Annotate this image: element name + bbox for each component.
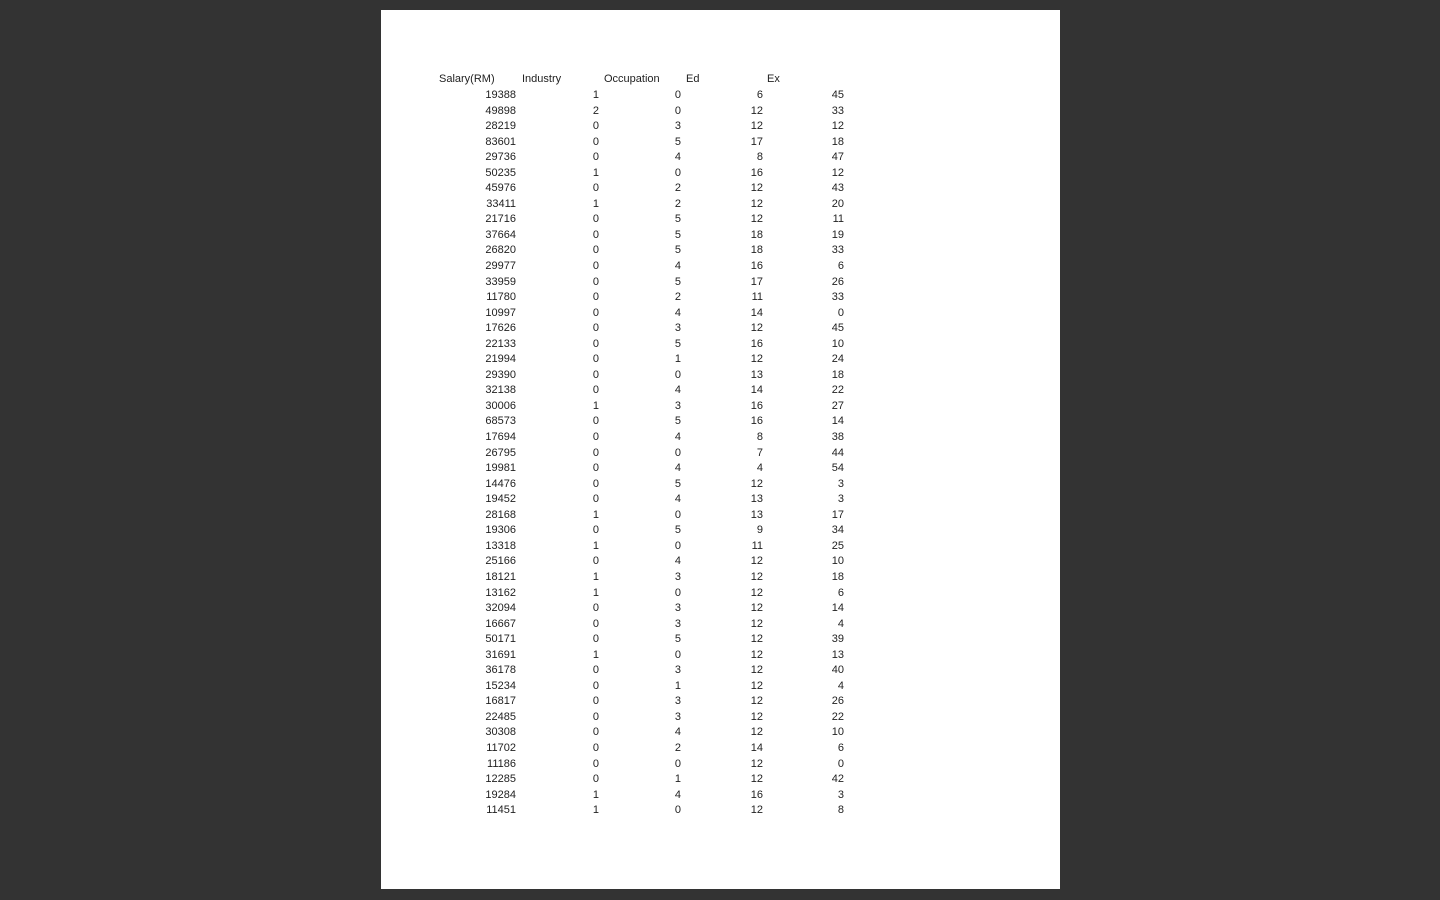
table-row <box>381 648 1060 664</box>
table-cell: 12 <box>750 648 763 661</box>
table-row <box>381 88 1060 104</box>
table-cell: 37664 <box>485 228 516 241</box>
table-cell: 18 <box>831 135 844 148</box>
table-cell: 2 <box>674 197 681 210</box>
table-cell: 11 <box>751 291 763 304</box>
table-cell: 11780 <box>486 291 516 304</box>
table-cell: 22 <box>831 384 844 397</box>
table-cell: 29736 <box>485 151 516 164</box>
table-cell: 40 <box>831 664 844 677</box>
table-cell: 18 <box>831 368 844 381</box>
table-cell: 27 <box>831 399 844 412</box>
table-row <box>381 104 1060 120</box>
table-cell: 28219 <box>485 120 516 133</box>
table-cell: 44 <box>831 446 844 459</box>
table-cell: 15234 <box>485 679 516 692</box>
table-cell: 13 <box>831 648 844 661</box>
table-cell: 50235 <box>485 166 516 179</box>
table-cell: 0 <box>592 275 599 288</box>
table-cell: 14 <box>750 306 763 319</box>
table-cell: 5 <box>674 415 681 428</box>
table-cell: 17694 <box>485 431 516 444</box>
table-cell: 14 <box>831 602 844 615</box>
table-cell: 18 <box>750 228 763 241</box>
table-row <box>381 166 1060 182</box>
table-cell: 1 <box>592 648 599 661</box>
table-row <box>381 788 1060 804</box>
table-cell: 3 <box>674 322 681 335</box>
table-cell: 0 <box>674 166 681 179</box>
table-cell: 0 <box>592 322 599 335</box>
table-cell: 4 <box>837 679 844 692</box>
table-cell: 29977 <box>485 260 516 273</box>
table-row <box>381 197 1060 213</box>
table-cell: 0 <box>837 757 844 770</box>
table-cell: 6 <box>837 586 844 599</box>
table-cell: 0 <box>674 508 681 521</box>
table-cell: 0 <box>592 633 599 646</box>
table-cell: 1 <box>674 679 681 692</box>
table-cell: 0 <box>592 446 599 459</box>
table-cell: 10997 <box>485 306 516 319</box>
table-cell: 0 <box>592 695 599 708</box>
table-cell: 0 <box>674 89 681 101</box>
table-row <box>381 399 1060 415</box>
table-cell: 8 <box>756 431 763 444</box>
table-cell: 12 <box>750 726 763 739</box>
table-row <box>381 632 1060 648</box>
table-cell: 43 <box>831 182 844 195</box>
table-row <box>381 259 1060 275</box>
table-cell: 25 <box>831 539 844 552</box>
table-cell: 54 <box>831 462 844 475</box>
table-cell: 11702 <box>486 741 516 754</box>
table-cell: 0 <box>592 384 599 397</box>
table-cell: 5 <box>674 275 681 288</box>
table-cell: 25166 <box>485 555 516 568</box>
table-cell: 11186 <box>487 757 516 770</box>
table-row <box>381 523 1060 539</box>
table-row <box>381 383 1060 399</box>
table-cell: 5 <box>674 135 681 148</box>
table-row <box>381 617 1060 633</box>
table-cell: 0 <box>592 679 599 692</box>
table-cell: 0 <box>592 244 599 257</box>
table-cell: 0 <box>674 804 681 817</box>
table-cell: 2 <box>592 104 599 117</box>
table-cell: 17 <box>831 508 844 521</box>
table-cell: 26820 <box>485 244 516 257</box>
table-cell: 16 <box>750 788 763 801</box>
table-cell: 0 <box>592 291 599 304</box>
table-cell: 0 <box>592 617 599 630</box>
table-cell: 36178 <box>485 664 516 677</box>
table-cell: 32138 <box>485 384 516 397</box>
table-row <box>381 757 1060 773</box>
table-cell: 0 <box>592 741 599 754</box>
table-cell: 0 <box>592 135 599 148</box>
table-cell: 1 <box>674 353 681 366</box>
table-cell: 0 <box>592 120 599 133</box>
table-cell: 17 <box>750 135 763 148</box>
table-row <box>381 663 1060 679</box>
table-row <box>381 710 1060 726</box>
table-cell: 12 <box>750 804 763 817</box>
table-cell: 0 <box>592 726 599 739</box>
table-cell: 16 <box>750 415 763 428</box>
table-cell: 16 <box>750 166 763 179</box>
table-cell: 0 <box>592 710 599 723</box>
table-cell: 1 <box>592 539 599 552</box>
table-cell: 4 <box>674 384 681 397</box>
table-cell: 16667 <box>485 617 516 630</box>
table-row <box>381 337 1060 353</box>
table-cell: 11 <box>751 539 763 552</box>
table-cell: 1 <box>592 586 599 599</box>
table-cell: 4 <box>674 431 681 444</box>
table-cell: 5 <box>674 213 681 226</box>
table-cell: 13 <box>750 508 763 521</box>
table-cell: 0 <box>592 431 599 444</box>
table-row <box>381 694 1060 710</box>
table-cell: 4 <box>674 788 681 801</box>
table-cell: 30308 <box>485 726 516 739</box>
table-cell: 0 <box>674 648 681 661</box>
table-cell: 3 <box>674 399 681 412</box>
table-cell: 5 <box>674 477 681 490</box>
table-cell: 12 <box>750 710 763 723</box>
table-row <box>381 539 1060 555</box>
table-cell: 12 <box>831 120 844 133</box>
table-cell: 29390 <box>485 368 516 381</box>
table-cell: 45 <box>831 322 844 335</box>
document-page <box>381 10 1060 889</box>
table-cell: 5 <box>674 633 681 646</box>
table-cell: 12 <box>750 555 763 568</box>
table-row <box>381 679 1060 695</box>
table-row <box>381 508 1060 524</box>
table-row <box>381 446 1060 462</box>
table-cell: 14 <box>750 741 763 754</box>
table-cell: 12 <box>750 679 763 692</box>
table-cell: 0 <box>674 586 681 599</box>
table-cell: 12 <box>750 182 763 195</box>
table-cell: 1 <box>674 773 681 786</box>
table-cell: 22133 <box>485 337 516 350</box>
table-row <box>381 352 1060 368</box>
table-cell: 3 <box>837 788 844 801</box>
table-cell: 12 <box>750 477 763 490</box>
table-cell: 4 <box>674 151 681 164</box>
table-cell: 12 <box>750 322 763 335</box>
table-row <box>381 725 1060 741</box>
table-cell: 24 <box>831 353 844 366</box>
table-row <box>381 570 1060 586</box>
table-cell: 22485 <box>485 710 516 723</box>
table-cell: 17626 <box>485 322 516 335</box>
table-cell: 12 <box>750 773 763 786</box>
table-cell: 6 <box>756 89 763 101</box>
table-cell: 7 <box>756 446 763 459</box>
table-cell: 34 <box>831 524 844 537</box>
table-cell: 6 <box>837 260 844 273</box>
table-cell: 0 <box>592 182 599 195</box>
table-cell: 21994 <box>485 353 516 366</box>
table-cell: 0 <box>592 773 599 786</box>
table-cell: 33959 <box>485 275 516 288</box>
table-cell: 1 <box>592 89 599 101</box>
table-cell: 3 <box>674 710 681 723</box>
table-cell: 39 <box>831 633 844 646</box>
table-cell: 38 <box>831 431 844 444</box>
table-row <box>381 321 1060 337</box>
table-row <box>381 228 1060 244</box>
table-cell: 0 <box>592 228 599 241</box>
table-cell: 26 <box>831 695 844 708</box>
table-cell: 19306 <box>485 524 516 537</box>
table-cell: 33 <box>831 291 844 304</box>
table-cell: 6 <box>837 741 844 754</box>
table-cell: 8 <box>756 151 763 164</box>
table-cell: 0 <box>674 104 681 117</box>
table-cell: 83601 <box>485 135 516 148</box>
table-row <box>381 601 1060 617</box>
table-cell: 1 <box>592 570 599 583</box>
table-cell: 0 <box>837 306 844 319</box>
table-row <box>381 243 1060 259</box>
table-row <box>381 430 1060 446</box>
table-cell: 0 <box>674 368 681 381</box>
table-cell: 4 <box>674 260 681 273</box>
table-cell: 3 <box>674 120 681 133</box>
table-cell: 12 <box>750 197 763 210</box>
table-cell: 4 <box>674 726 681 739</box>
table-cell: 16 <box>750 337 763 350</box>
table-row <box>381 414 1060 430</box>
table-row <box>381 212 1060 228</box>
table-cell: 8 <box>837 804 844 817</box>
table-cell: 19388 <box>485 89 516 101</box>
table-cell: 3 <box>674 664 681 677</box>
table-row <box>381 772 1060 788</box>
table-cell: 22 <box>831 710 844 723</box>
table-cell: 16 <box>750 260 763 273</box>
table-cell: 2 <box>674 291 681 304</box>
table-cell: 0 <box>592 602 599 615</box>
table-row <box>381 492 1060 508</box>
table-cell: 33 <box>831 104 844 117</box>
table-cell: 19981 <box>485 462 516 475</box>
table-cell: 12 <box>750 695 763 708</box>
table-cell: 12 <box>750 213 763 226</box>
table-cell: 47 <box>831 151 844 164</box>
table-cell: 14476 <box>485 477 516 490</box>
table-cell: 0 <box>592 213 599 226</box>
table-cell: 0 <box>592 524 599 537</box>
table-row <box>381 119 1060 135</box>
table-cell: 14 <box>831 415 844 428</box>
table-cell: 13 <box>750 493 763 506</box>
table-cell: 16817 <box>485 695 516 708</box>
table-cell: 0 <box>592 462 599 475</box>
table-cell: 9 <box>756 524 763 537</box>
table-cell: 10 <box>831 726 844 739</box>
table-row <box>381 306 1060 322</box>
table-row <box>381 461 1060 477</box>
table-cell: 3 <box>674 602 681 615</box>
table-cell: 3 <box>674 570 681 583</box>
table-cell: 12 <box>750 586 763 599</box>
table-cell: 13 <box>750 368 763 381</box>
table-cell: 13318 <box>485 539 516 552</box>
table-cell: 0 <box>592 493 599 506</box>
table-cell: 17 <box>750 275 763 288</box>
table-row <box>381 150 1060 166</box>
table-cell: 33411 <box>486 197 516 210</box>
table-cell: 0 <box>592 368 599 381</box>
table-cell: 2 <box>674 741 681 754</box>
table-cell: 45976 <box>485 182 516 195</box>
table-cell: 3 <box>674 695 681 708</box>
table-cell: 0 <box>592 353 599 366</box>
table-cell: 31691 <box>485 648 516 661</box>
table-row <box>381 554 1060 570</box>
header-occupation: Occupation <box>604 73 660 85</box>
table-cell: 13162 <box>485 586 516 599</box>
table-cell: 32094 <box>485 602 516 615</box>
table-cell: 1 <box>592 804 599 817</box>
table-cell: 19 <box>831 228 844 241</box>
table-cell: 0 <box>592 151 599 164</box>
table-cell: 30006 <box>485 399 516 412</box>
table-cell: 0 <box>674 757 681 770</box>
table-row <box>381 477 1060 493</box>
table-cell: 1 <box>592 508 599 521</box>
header-industry: Industry <box>522 73 562 85</box>
table-cell: 0 <box>674 446 681 459</box>
table-row <box>381 368 1060 384</box>
table-cell: 4 <box>674 493 681 506</box>
table-cell: 1 <box>592 197 599 210</box>
header-ed: Ed <box>686 73 700 85</box>
table-row <box>381 741 1060 757</box>
table-cell: 2 <box>674 182 681 195</box>
table-cell: 12 <box>750 104 763 117</box>
table-cell: 12 <box>750 570 763 583</box>
table-cell: 12 <box>750 353 763 366</box>
table-cell: 4 <box>837 617 844 630</box>
table-cell: 5 <box>674 337 681 350</box>
header-salary: Salary(RM) <box>439 73 495 85</box>
table-cell: 26 <box>831 275 844 288</box>
table-cell: 0 <box>592 757 599 770</box>
table-cell: 10 <box>831 555 844 568</box>
table-cell: 4 <box>674 462 681 475</box>
table-cell: 11 <box>832 213 844 226</box>
table-cell: 12 <box>750 602 763 615</box>
table-row <box>381 586 1060 602</box>
table-cell: 5 <box>674 524 681 537</box>
table-cell: 50171 <box>485 633 516 646</box>
table-cell: 0 <box>592 260 599 273</box>
table-cell: 4 <box>674 555 681 568</box>
table-cell: 12 <box>750 757 763 770</box>
table-cell: 3 <box>837 477 844 490</box>
table-row <box>381 290 1060 306</box>
table-cell: 20 <box>831 197 844 210</box>
table-cell: 26795 <box>485 446 516 459</box>
table-cell: 3 <box>674 617 681 630</box>
table-cell: 12 <box>831 166 844 179</box>
table-row <box>381 181 1060 197</box>
table-cell: 1 <box>592 788 599 801</box>
table-cell: 5 <box>674 244 681 257</box>
table-row <box>381 135 1060 151</box>
table-cell: 18 <box>831 570 844 583</box>
table-cell: 11451 <box>486 804 516 817</box>
table-cell: 12 <box>750 120 763 133</box>
table-cell: 45 <box>831 89 844 101</box>
table-cell: 0 <box>592 555 599 568</box>
table-cell: 19452 <box>485 493 516 506</box>
table-cell: 12 <box>750 633 763 646</box>
table-cell: 12285 <box>485 773 516 786</box>
table-cell: 18121 <box>485 570 516 583</box>
table-cell: 3 <box>837 493 844 506</box>
table-cell: 4 <box>756 462 763 475</box>
table-cell: 18 <box>750 244 763 257</box>
table-cell: 1 <box>592 399 599 412</box>
table-cell: 0 <box>592 306 599 319</box>
data-table <box>381 88 1060 819</box>
table-cell: 4 <box>674 306 681 319</box>
header-ex: Ex <box>767 73 780 85</box>
table-cell: 12 <box>750 617 763 630</box>
table-cell: 33 <box>831 244 844 257</box>
table-cell: 21716 <box>485 213 516 226</box>
table-row <box>381 275 1060 291</box>
table-cell: 5 <box>674 228 681 241</box>
table-row <box>381 803 1060 819</box>
table-cell: 19284 <box>485 788 516 801</box>
table-cell: 49898 <box>485 104 516 117</box>
table-cell: 28168 <box>485 508 516 521</box>
table-cell: 16 <box>750 399 763 412</box>
table-cell: 10 <box>831 337 844 350</box>
table-cell: 42 <box>831 773 844 786</box>
table-cell: 0 <box>592 415 599 428</box>
table-cell: 68573 <box>485 415 516 428</box>
table-cell: 12 <box>750 664 763 677</box>
table-cell: 0 <box>674 539 681 552</box>
table-cell: 0 <box>592 337 599 350</box>
table-cell: 1 <box>592 166 599 179</box>
table-cell: 0 <box>592 664 599 677</box>
table-cell: 14 <box>750 384 763 397</box>
table-cell: 0 <box>592 477 599 490</box>
